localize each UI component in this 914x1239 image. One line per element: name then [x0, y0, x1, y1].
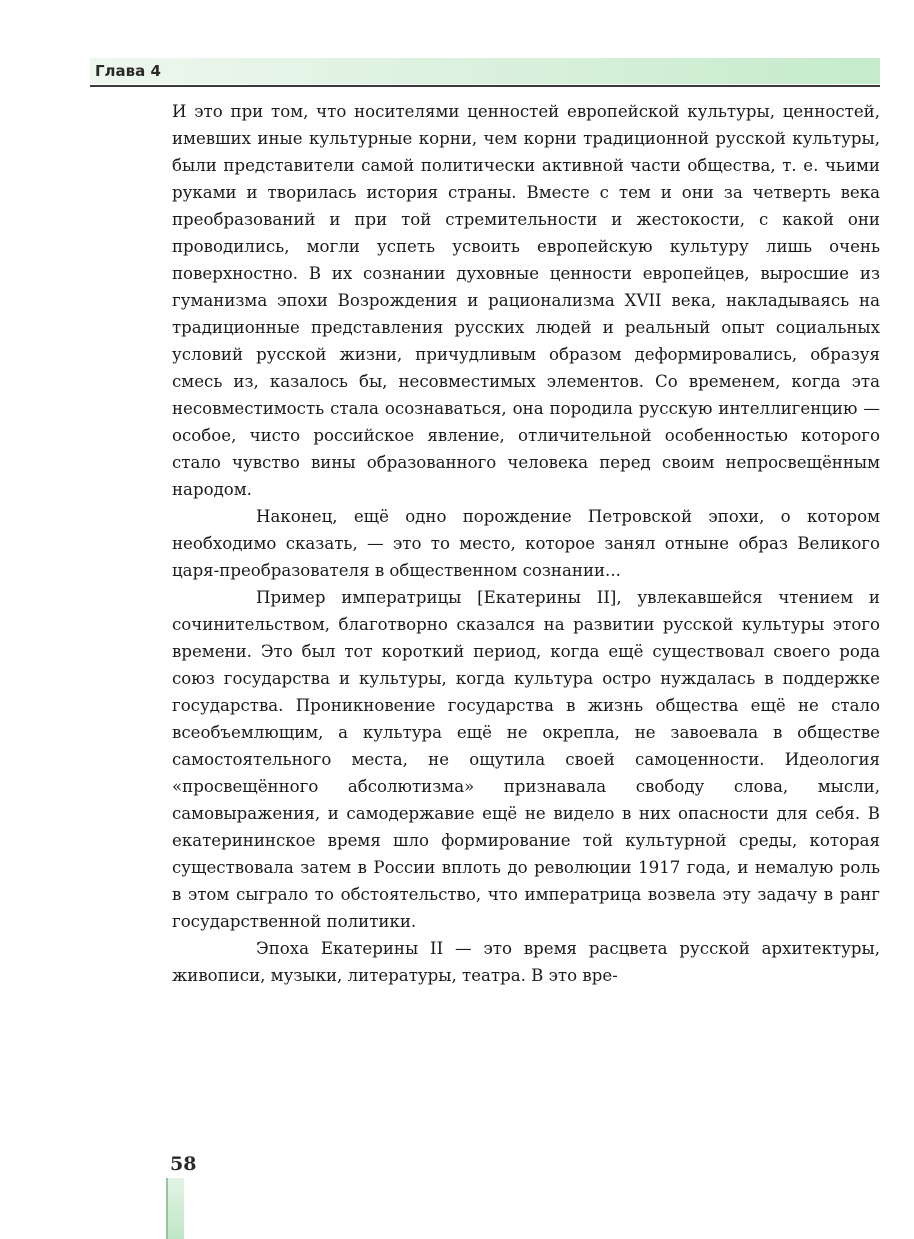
margin-strip	[166, 1178, 184, 1239]
paragraph-2: Наконец, ещё одно порождение Петровской эпохи, о котором необходимо сказать, — это то место, которое занял отныне образ Великого царя-преобразователя в общественном сознании...	[172, 507, 880, 580]
header-rule	[90, 85, 880, 87]
paragraph-4: Эпоха Екатерины II — это время расцвета русской архитектуры, живописи, музыки, литературы, театра. В это вре-	[172, 939, 880, 985]
paragraph-3: Пример императрицы [Екатерины II], увлекавшейся чтением и сочинительством, благотворно сказался на развитии русской культуры этого времени. Это был тот короткий период, когда ещё существовал своего рода союз государства и культуры, когда культура остро нуждалась в поддержке государства. Проникновение государства в жизнь общества ещё не стало всеобъемлющим, а культура ещё не окрепла, не завоевала в обществе самостоятельного места, не ощутила своей самоценности. Идеология «просвещённого абсолютизма» признавала свободу слова, мысли, самовыражения, и самодержавие ещё не видело в них опасности для себя. В екатерининское время шло формирование той культурной среды, которая существовала затем в России вплоть до революции 1917 года, и немалую роль в этом сыграло то обстоятельство, что императрица возвела эту задачу в ранг государственной политики.	[172, 588, 880, 931]
page-number: 58	[170, 1153, 197, 1175]
header-band	[90, 58, 880, 84]
paragraph-1: И это при том, что носителями ценностей европейской культуры, ценностей, имевших иные культурные корни, чем корни традиционной русской культуры, были представители самой политически активной части общества, т. е. чьими руками и творилась история страны. Вместе с тем и они за четверть века преобразований и при той стремительности и жестокости, с какой они проводились, могли успеть усвоить европейскую культуру лишь очень поверхностно. В их сознании духовные ценности европейцев, выросшие из гуманизма эпохи Возрождения и рационализма XVII века, накладываясь на традиционные представления русских людей и реальный опыт социальных условий русской жизни, причудливым образом деформировались, образуя смесь из, казалось бы, несовместимых элементов. Со временем, когда эта несовместимость стала осознаваться, она породила русскую интеллигенцию — особое, чисто российское явление, отличительной особенностью которого стало чувство вины образованного человека перед своим непросвещённым народом.	[172, 102, 880, 499]
chapter-label: Глава 4	[95, 62, 161, 80]
body-text	[172, 98, 880, 989]
